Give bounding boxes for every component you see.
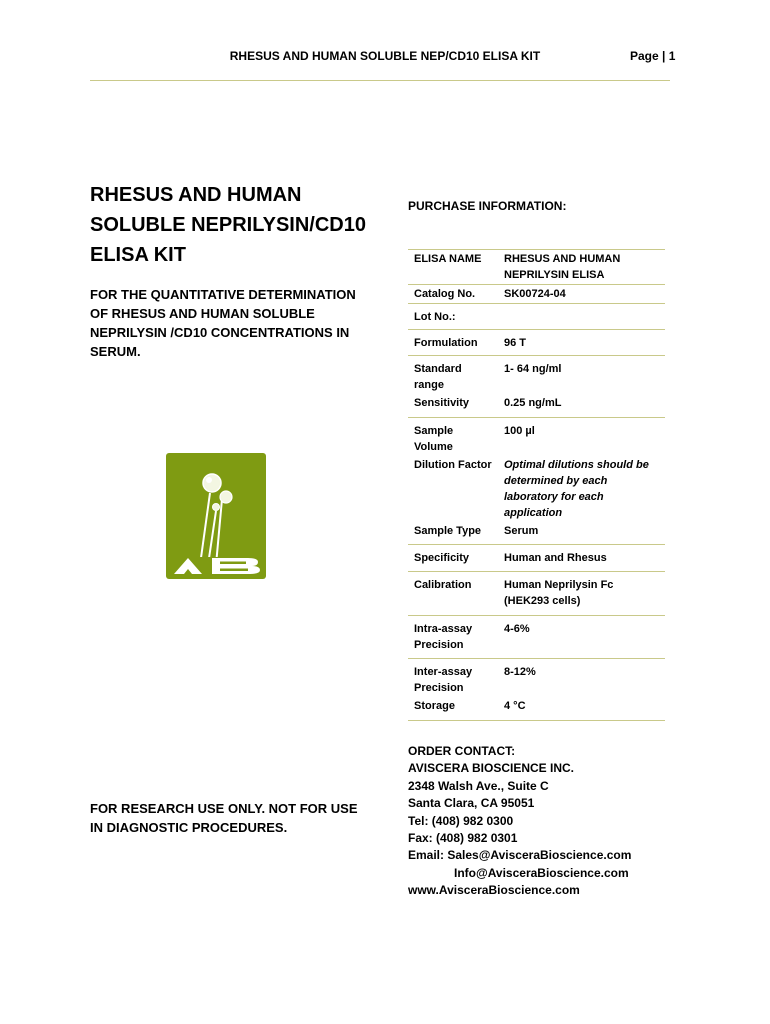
spec-key: Storage [414, 700, 455, 712]
spec-key: Specificity [408, 545, 498, 572]
title-line: ELISA KIT [90, 244, 186, 266]
spec-key: Standard range [408, 356, 498, 395]
table-row [408, 418, 665, 457]
subtitle-line: FOR THE QUANTITATIVE DETERMINATION [90, 287, 356, 302]
purchase-heading: PURCHASE INFORMATION: [408, 199, 567, 213]
logo-sphere [213, 504, 220, 511]
header-divider [90, 80, 670, 81]
spec-value: 100 µl [498, 418, 665, 457]
spec-value: Serum [504, 525, 539, 537]
aviscera-logo [166, 453, 266, 579]
order-heading: ORDER CONTACT: [408, 744, 516, 758]
table-row [408, 545, 665, 572]
page-number: Page | 1 [630, 49, 676, 63]
title-line: SOLUBLE NEPRILYSIN/CD10 [90, 214, 366, 236]
phone-number: Tel: (408) 982 0300 [408, 813, 514, 828]
spec-value: 96 T [498, 330, 665, 356]
table-row [408, 330, 665, 356]
logo-sphere [203, 474, 221, 492]
address-line: Santa Clara, CA 95051 [408, 796, 535, 811]
order-contact [408, 743, 631, 900]
spec-value: 8-12% [498, 659, 665, 698]
table-row [408, 659, 665, 698]
spec-value [498, 304, 665, 330]
spec-value: 4 °C [504, 700, 526, 712]
spec-key: Inter-assay Precision [408, 659, 498, 698]
address-line: 2348 Walsh Ave., Suite C [408, 778, 549, 793]
spec-value: RHESUS AND HUMAN NEPRILYSIN ELISA [504, 253, 621, 281]
document-title [90, 180, 390, 270]
subtitle-line: SERUM. [90, 344, 141, 359]
header-title: RHESUS AND HUMAN SOLUBLE NEP/CD10 ELISA KIT [229, 49, 541, 63]
logo-sphere [220, 491, 232, 503]
table-row [408, 250, 665, 285]
website: www.AvisceraBioscience.com [408, 883, 580, 898]
notice-line: IN DIAGNOSTIC PROCEDURES. [90, 820, 288, 835]
spec-key: Sample Type [414, 525, 482, 537]
table-row [408, 394, 665, 418]
spec-key: Sample Volume [408, 418, 498, 457]
spec-key: ELISA NAME [414, 253, 482, 265]
fax-number: Fax: (408) 982 0301 [408, 831, 518, 846]
table-row [408, 572, 665, 616]
table-row [408, 304, 665, 330]
spec-key: Lot No.: [408, 304, 498, 330]
spec-key: Sensitivity [414, 397, 470, 409]
spec-value: 0.25 ng/mL [504, 397, 562, 409]
table-row [408, 456, 665, 522]
spec-value: Human and Rhesus [498, 545, 665, 572]
subtitle-line: OF RHESUS AND HUMAN SOLUBLE [90, 306, 315, 321]
table-row [408, 522, 665, 545]
spec-value: Optimal dilutions should be determined by each laboratory for each application [504, 459, 649, 519]
research-use-notice [90, 799, 380, 837]
spec-value: 1- 64 ng/ml [498, 356, 665, 395]
notice-line: FOR RESEARCH USE ONLY. NOT FOR USE [90, 801, 358, 816]
spec-key: Formulation [408, 330, 498, 356]
spec-key: Intra-assay Precision [408, 616, 498, 659]
email-info: Info@AvisceraBioscience.com [454, 865, 629, 880]
spec-value: 4-6% [498, 616, 665, 659]
title-line: RHESUS AND HUMAN [90, 184, 302, 206]
spec-key: Calibration [408, 572, 498, 616]
table-row [408, 697, 665, 721]
company-name: AVISCERA BIOSCIENCE INC. [408, 761, 575, 776]
table-row [408, 285, 665, 304]
table-row [408, 356, 665, 395]
spec-key: Dilution Factor [414, 459, 492, 471]
subtitle-line: NEPRILYSIN /CD10 CONCENTRATIONS IN [90, 325, 350, 340]
spec-value: Human Neprilysin Fc (HEK293 cells) [498, 572, 665, 616]
spec-value: SK00724-04 [498, 285, 665, 304]
specification-table [408, 249, 665, 721]
table-row [408, 616, 665, 659]
document-subtitle [90, 285, 380, 361]
spec-key: Catalog No. [408, 285, 498, 304]
email-sales: Email: Sales@AvisceraBioscience.com [408, 848, 632, 863]
